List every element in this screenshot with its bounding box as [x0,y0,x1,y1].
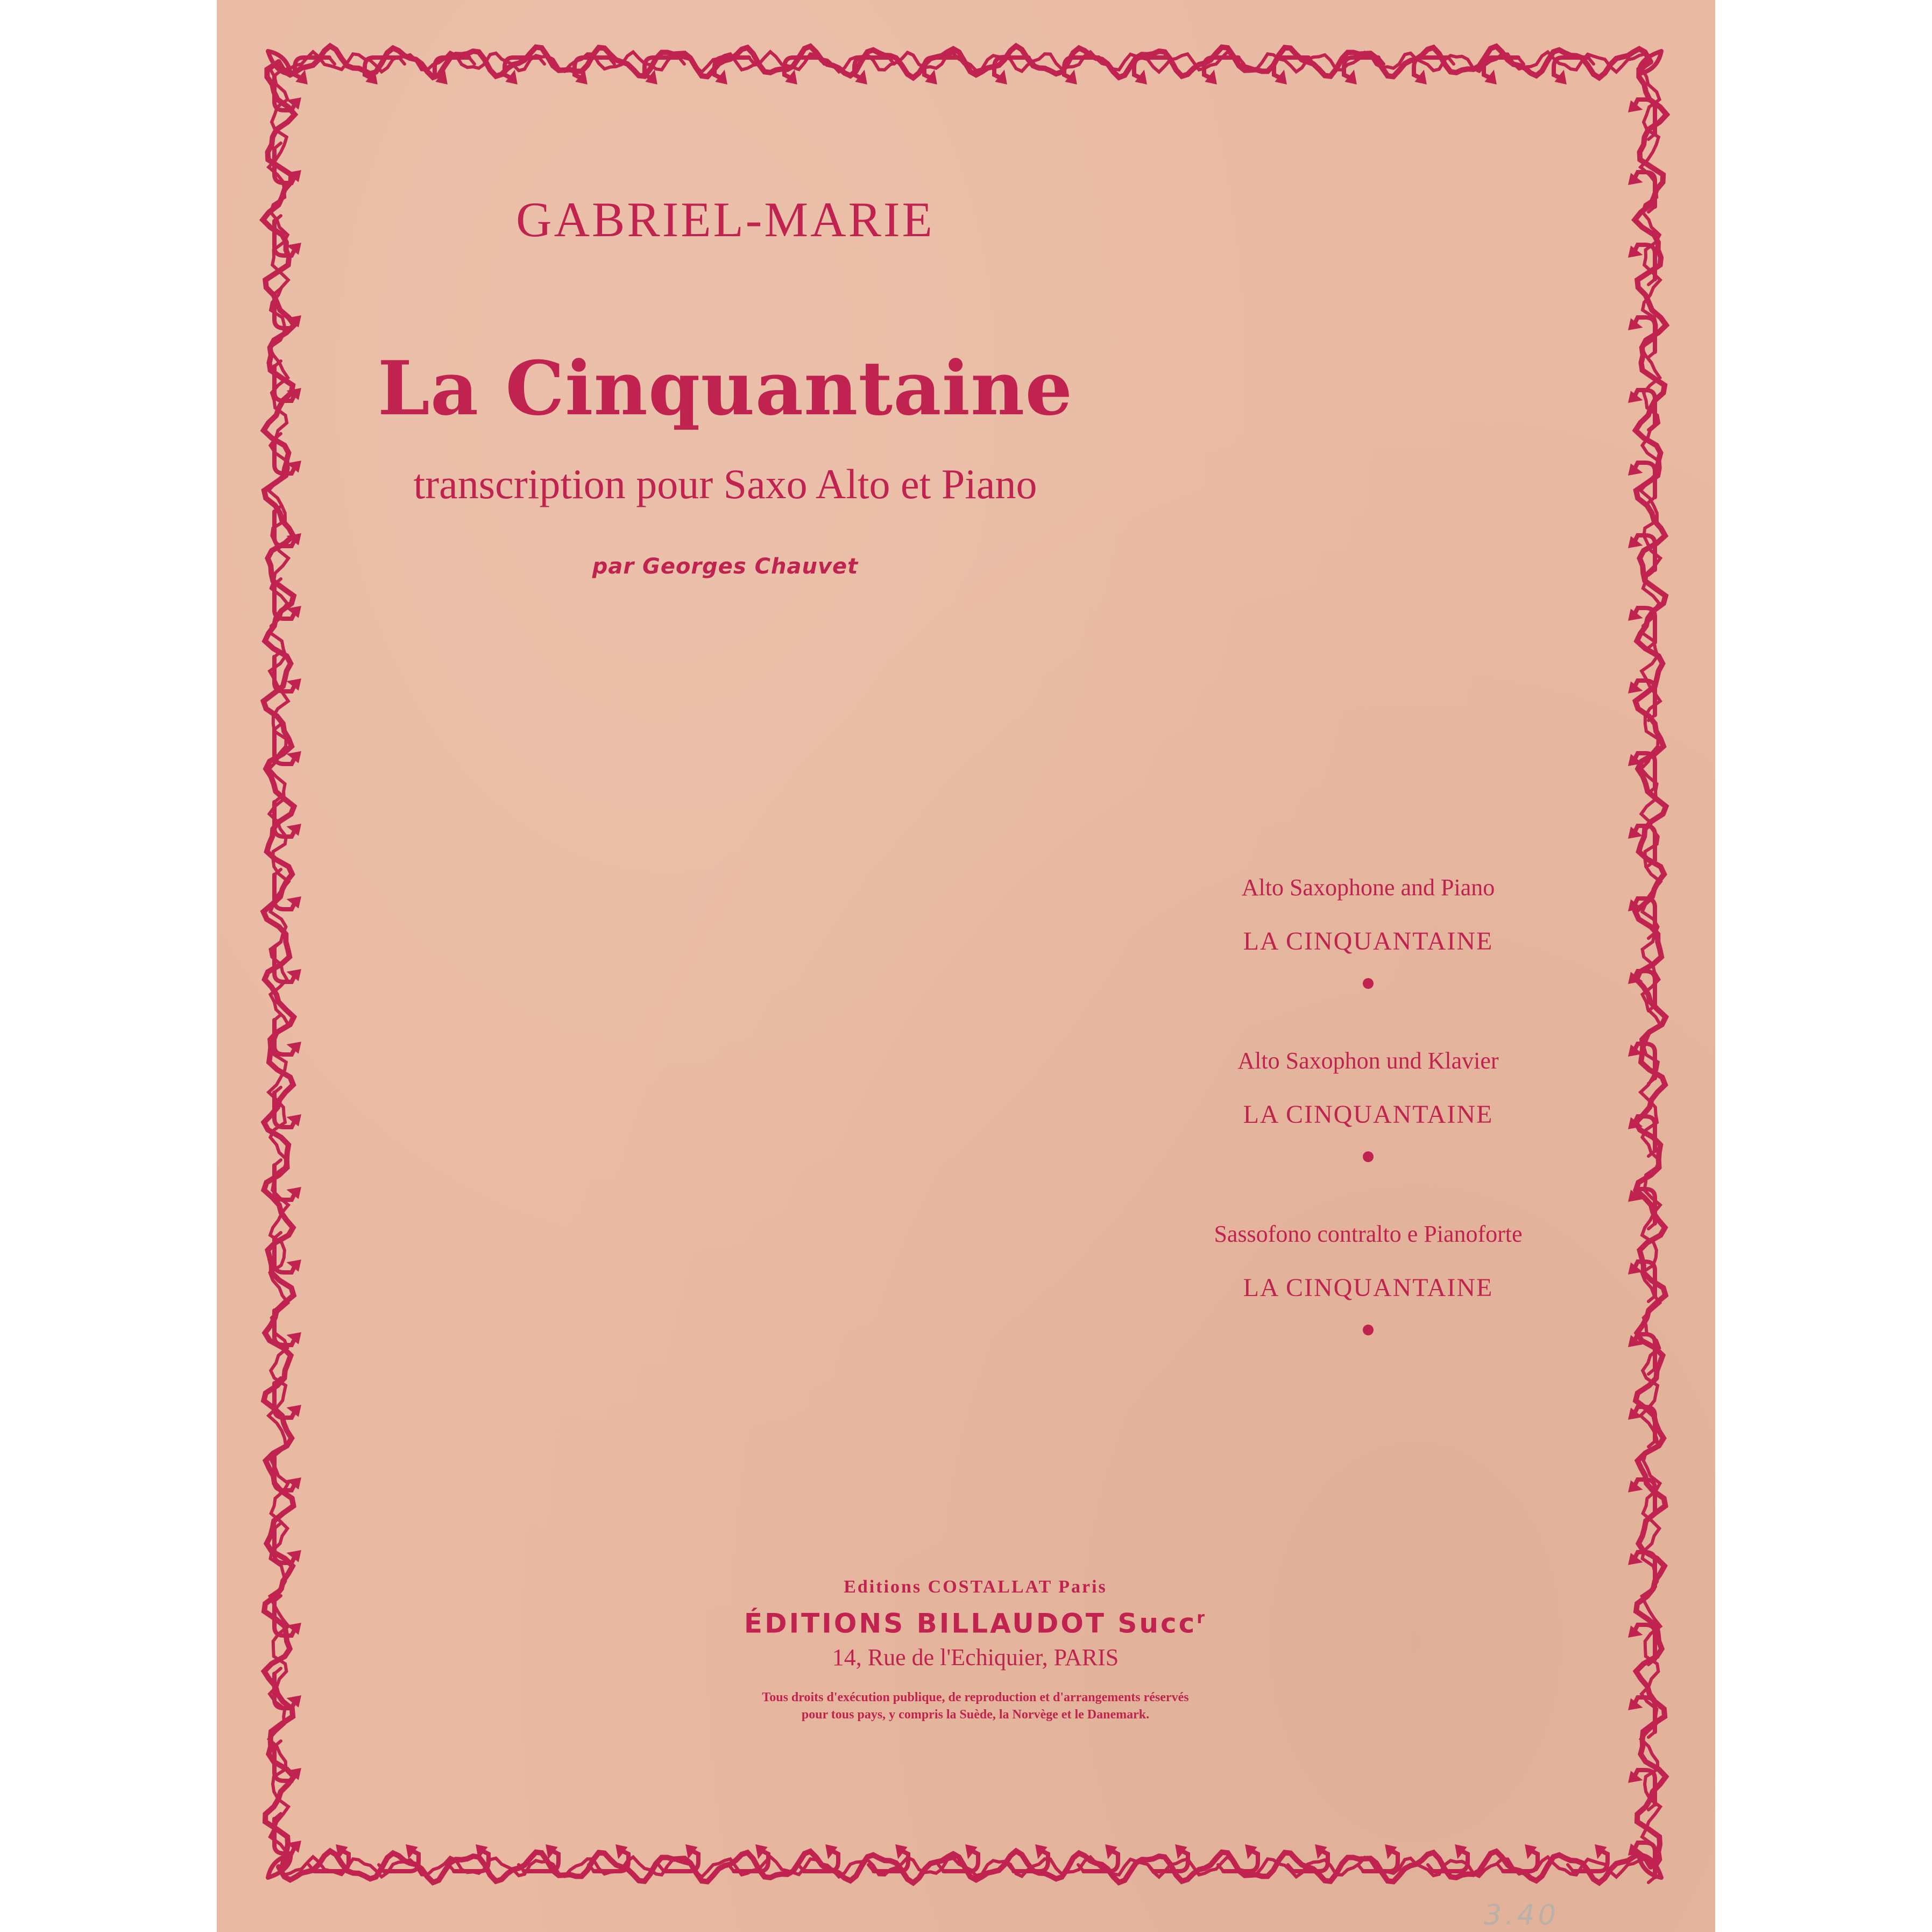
publisher-billaudot-sup: r [1197,1609,1207,1627]
border-vine [279,1857,1651,1877]
publisher-billaudot [593,1601,1357,1641]
piece-title: La Cinquantaine [377,344,1073,432]
bullet-dot-icon [1363,1325,1374,1335]
arranger-credit: par Georges Chauvet [592,554,859,579]
saxophone-icon [1428,1845,1468,1871]
publisher-billaudot-text: ÉDITIONS BILLAUDOT Succ [744,1608,1197,1639]
publisher-block [593,1574,1357,1723]
edition-entry [1121,872,1616,1045]
handwritten-price-note: 3.40 [1484,1899,1559,1931]
rights-line-2: pour tous pays, y compris la Suède, la Norvège et le Danemark. [801,1707,1150,1722]
composer-name: GABRIEL-MARIE [516,192,935,247]
border-vine [279,52,1651,72]
edition-title: LA CINQUANTAINE [1243,1273,1494,1302]
edition-entry [1121,1045,1616,1218]
publisher-address: 14, Rue de l'Echiquier, PARIS [832,1644,1119,1671]
transcription-subtitle: transcription pour Saxo Alto et Piano [413,461,1037,507]
edition-title: LA CINQUANTAINE [1243,1100,1494,1129]
bullet-dot-icon [1363,978,1374,989]
edition-title: LA CINQUANTAINE [1243,927,1494,956]
edition-description: Alto Saxophone and Piano [1241,874,1495,901]
edition-entry [1121,1218,1616,1391]
editions-list [1121,872,1616,1391]
bullet-dot-icon [1363,1151,1374,1162]
publisher-costallat: Editions COSTALLAT Paris [844,1577,1107,1597]
edition-description: Sassofono contralto e Pianoforte [1214,1221,1523,1247]
edition-description: Alto Saxophon und Klavier [1237,1048,1499,1074]
score-cover [217,0,1715,1932]
rights-line-1: Tous droits d'exécution publique, de reproduction et d'arrangements réservés [762,1690,1189,1704]
rights-notice [593,1689,1357,1723]
